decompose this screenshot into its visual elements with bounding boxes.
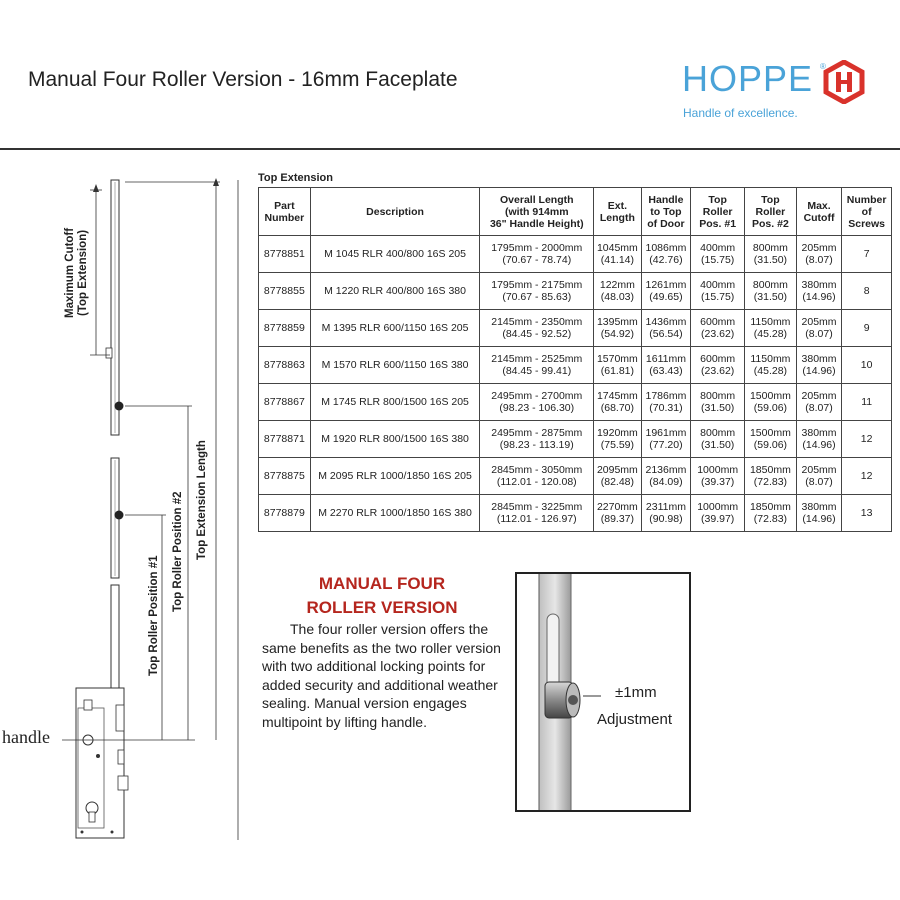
cell-description-text: M 2095 RLR 1000/1850 16S 205: [318, 470, 472, 482]
cell-ext-length: [594, 347, 641, 384]
cell-number-of-screws: [842, 495, 892, 532]
cell-ext-length-text: 1045mm: [596, 242, 638, 254]
cell-description-text: M 1045 RLR 400/800 16S 205: [324, 248, 466, 260]
cell-handle-to-top-text: 2311mm: [645, 501, 686, 513]
cell-max-cutoff-text: (8.07): [805, 476, 833, 488]
header-text: Description: [366, 205, 424, 218]
cell-part-number: [259, 421, 311, 458]
section-title: [262, 572, 502, 620]
max-cutoff-subtext: (Top Extension): [77, 229, 89, 316]
cell-ext-length-text: 2270mm: [596, 501, 638, 513]
cell-overall-length-text: (84.45 - 92.52): [502, 328, 572, 340]
header-text: Overall Length: [500, 193, 574, 206]
table-row: [259, 347, 892, 384]
cell-part-number-text: 8778867: [263, 396, 305, 408]
cell-max-cutoff: [796, 495, 842, 532]
cell-handle-to-top-text: 2136mm: [645, 464, 687, 476]
cell-handle-to-top: [641, 384, 691, 421]
cell-top-roller-1-text: (39.97): [701, 513, 735, 525]
table-row: [259, 421, 892, 458]
cell-top-roller-2: [745, 384, 797, 421]
section-title-line-2: ROLLER VERSION: [306, 598, 458, 617]
cell-description: [310, 273, 480, 310]
header-text: Number: [846, 193, 887, 206]
top-extension-length-label: Top Extension Length: [196, 440, 208, 560]
cell-top-roller-1-text: 800mm: [700, 427, 736, 439]
roller-adjustment-photo: [515, 572, 691, 812]
top-roller-position-2-label: Top Roller Position #2: [172, 491, 184, 612]
header-text: Length: [599, 211, 635, 224]
cell-overall-length-text: 2845mm - 3225mm: [491, 501, 583, 513]
cell-max-cutoff-text: 205mm: [801, 242, 837, 254]
cell-handle-to-top-text: 1961mm: [645, 427, 687, 439]
header-divider: [0, 148, 900, 150]
cell-max-cutoff: [796, 310, 842, 347]
cell-ext-length-text: (54.92): [600, 328, 635, 340]
cell-top-roller-2-text: 800mm: [752, 242, 788, 254]
cell-number-of-screws: [842, 236, 892, 273]
cell-top-roller-2-text: 1500mm: [749, 390, 791, 402]
cell-handle-to-top-text: (56.54): [649, 328, 683, 340]
cell-top-roller-2-text: 1500mm: [749, 427, 791, 439]
cell-ext-length-text: 2095mm: [596, 464, 638, 476]
cell-handle-to-top-text: 1436mm: [645, 316, 687, 328]
cell-part-number-text: 8778851: [263, 248, 305, 260]
cell-top-roller-1: [691, 347, 745, 384]
header-text: Screws: [848, 217, 886, 230]
header-text: Cutoff: [803, 211, 835, 224]
cell-part-number-text: 8778855: [263, 285, 305, 297]
cell-overall-length-text: (84.45 - 99.41): [502, 365, 572, 377]
top-extension-table: [258, 187, 892, 532]
cell-part-number-text: 8778863: [263, 359, 305, 371]
cell-top-roller-1: [691, 495, 745, 532]
cell-ext-length-text: (61.81): [600, 365, 635, 377]
cell-top-roller-2: [745, 273, 797, 310]
cell-number-of-screws-text: 8: [863, 285, 870, 297]
cell-top-roller-1-text: 1000mm: [697, 501, 739, 513]
cell-part-number: [259, 384, 311, 421]
cell-top-roller-2: [745, 458, 797, 495]
cell-handle-to-top-text: (84.09): [649, 476, 683, 488]
cell-top-roller-2-text: 1850mm: [749, 464, 791, 476]
header-text: 36" Handle Height): [489, 217, 584, 230]
cell-max-cutoff-text: (8.07): [805, 402, 833, 414]
cell-description-text: M 2270 RLR 1000/1850 16S 380: [318, 507, 472, 519]
lock-diagram-drawing: [0, 160, 250, 860]
cell-handle-to-top-text: 1611mm: [645, 353, 686, 365]
header-text: Handle: [648, 193, 684, 206]
table-row: [259, 236, 892, 273]
cell-top-roller-2-text: (45.28): [753, 365, 788, 377]
cell-top-roller-2-text: 1150mm: [750, 353, 791, 365]
cell-description: [310, 421, 480, 458]
cell-number-of-screws-text: 12: [860, 470, 873, 482]
cell-max-cutoff-text: 380mm: [801, 279, 837, 291]
lock-diagram: [0, 160, 250, 860]
cell-handle-to-top-text: (42.76): [649, 254, 683, 266]
cell-top-roller-2-text: (72.83): [753, 513, 788, 525]
cell-overall-length-text: (98.23 - 113.19): [499, 439, 574, 451]
cell-ext-length-text: 1395mm: [596, 316, 638, 328]
cell-top-roller-1-text: (15.75): [701, 291, 735, 303]
cell-max-cutoff-text: (14.96): [802, 513, 836, 525]
cell-ext-length: [594, 384, 641, 421]
cell-overall-length-text: 2495mm - 2875mm: [491, 427, 583, 439]
cell-description: [310, 384, 480, 421]
cell-top-roller-1-text: 400mm: [700, 242, 736, 254]
cell-handle-to-top-text: (90.98): [649, 513, 683, 525]
cell-number-of-screws: [842, 273, 892, 310]
cell-overall-length: [480, 421, 594, 458]
cell-description-text: M 1745 RLR 800/1500 16S 205: [321, 396, 469, 408]
cell-ext-length: [594, 495, 641, 532]
top-extension-table-section: [258, 172, 892, 532]
cell-overall-length: [480, 495, 594, 532]
table-header-row: [259, 188, 892, 236]
cell-description-text: M 1570 RLR 600/1150 16S 380: [321, 359, 469, 371]
table-caption: Top Extension: [258, 172, 333, 184]
cell-handle-to-top-text: 1261mm: [645, 279, 687, 291]
cell-overall-length-text: 2145mm - 2350mm: [491, 316, 583, 328]
cell-top-roller-2: [745, 495, 797, 532]
table-row: [259, 495, 892, 532]
logo-tagline: Handle of excellence.: [683, 106, 798, 120]
cell-max-cutoff-text: (8.07): [805, 254, 833, 266]
cell-description-text: M 1220 RLR 400/800 16S 380: [324, 285, 466, 297]
cell-top-roller-2-text: (31.50): [753, 254, 788, 266]
cell-overall-length-text: 1795mm - 2175mm: [491, 279, 583, 291]
cell-handle-to-top-text: 1786mm: [645, 390, 687, 402]
cell-top-roller-1: [691, 236, 745, 273]
cell-ext-length-text: 1920mm: [596, 427, 638, 439]
cell-top-roller-2-text: 800mm: [752, 279, 788, 291]
cell-top-roller-2: [745, 421, 797, 458]
cell-ext-length-text: (41.14): [600, 254, 635, 266]
cell-number-of-screws: [842, 384, 892, 421]
cell-top-roller-1-text: (31.50): [701, 402, 735, 414]
section-body: The four roller version offers the same benefits as the two roller version with two additional locking points for added security and additional weather sealing. Manual version engages multipoint by lifting handle.: [262, 621, 501, 730]
cell-max-cutoff: [796, 384, 842, 421]
cell-part-number: [259, 495, 311, 532]
cell-top-roller-2-text: 1850mm: [749, 501, 791, 513]
cell-handle-to-top-text: (70.31): [649, 402, 683, 414]
cell-overall-length: [480, 310, 594, 347]
cell-handle-to-top-text: (49.65): [649, 291, 683, 303]
top-roller-position-1-label: Top Roller Position #1: [148, 555, 160, 676]
cell-handle-to-top: [641, 310, 691, 347]
cell-overall-length: [480, 384, 594, 421]
cell-max-cutoff: [796, 347, 842, 384]
header-handle-to-top: [641, 188, 691, 236]
cell-max-cutoff-text: (14.96): [802, 439, 836, 451]
cell-ext-length: [594, 458, 641, 495]
header-top-roller-1: [691, 188, 745, 236]
cell-top-roller-1-text: 800mm: [700, 390, 736, 402]
header-number-of-screws: [842, 188, 892, 236]
cell-top-roller-1-text: (31.50): [701, 439, 735, 451]
handle-label: handle: [2, 727, 50, 747]
cell-top-roller-1-text: 1000mm: [697, 464, 739, 476]
cell-number-of-screws-text: 11: [861, 396, 873, 408]
cell-ext-length-text: (68.70): [600, 402, 635, 414]
cell-number-of-screws: [842, 310, 892, 347]
cell-ext-length: [594, 310, 641, 347]
cell-ext-length: [594, 421, 641, 458]
cell-handle-to-top-text: (77.20): [649, 439, 683, 451]
cell-part-number: [259, 236, 311, 273]
header-text: of: [861, 205, 872, 218]
header-text: Ext.: [607, 199, 628, 212]
cell-overall-length: [480, 236, 594, 273]
cell-top-roller-2-text: 1150mm: [750, 316, 791, 328]
cell-handle-to-top: [641, 273, 691, 310]
cell-ext-length: [594, 273, 641, 310]
cell-max-cutoff-text: (14.96): [802, 365, 836, 377]
cell-max-cutoff: [796, 421, 842, 458]
cell-max-cutoff-text: (8.07): [805, 328, 833, 340]
cell-description: [310, 495, 480, 532]
cell-top-roller-2-text: (31.50): [753, 291, 788, 303]
cell-ext-length-text: 122mm: [599, 279, 635, 291]
max-cutoff-text: Maximum Cutoff: [64, 227, 76, 318]
cell-overall-length-text: 2145mm - 2525mm: [491, 353, 583, 365]
cell-part-number-text: 8778879: [263, 507, 305, 519]
cell-ext-length: [594, 236, 641, 273]
cell-handle-to-top-text: 1086mm: [645, 242, 687, 254]
cell-number-of-screws-text: 9: [863, 322, 870, 334]
cell-overall-length: [480, 347, 594, 384]
cell-top-roller-2-text: (45.28): [753, 328, 788, 340]
cell-top-roller-1-text: (23.62): [701, 328, 735, 340]
cell-overall-length-text: (98.23 - 106.30): [499, 402, 575, 414]
cell-top-roller-1-text: 600mm: [700, 316, 736, 328]
cell-max-cutoff-text: 380mm: [801, 501, 837, 513]
roller-illustration: [517, 574, 691, 812]
adjustment-label: Adjustment: [597, 711, 673, 728]
cell-top-roller-2-text: (59.06): [753, 439, 788, 451]
cell-number-of-screws: [842, 458, 892, 495]
cell-ext-length-text: 1570mm: [596, 353, 638, 365]
table-row: [259, 310, 892, 347]
hoppe-logo: [682, 58, 882, 122]
cell-top-roller-2-text: (59.06): [753, 402, 788, 414]
header-max-cutoff: [796, 188, 842, 236]
cell-ext-length-text: 1745mm: [596, 390, 638, 402]
header-text: Roller: [702, 205, 733, 218]
header-ext-length: [594, 188, 641, 236]
header-description: [310, 188, 480, 236]
cell-ext-length-text: (82.48): [600, 476, 635, 488]
cell-top-roller-2: [745, 236, 797, 273]
cell-top-roller-2: [745, 347, 797, 384]
cell-number-of-screws-text: 10: [860, 359, 873, 371]
header-overall-length: [480, 188, 594, 236]
cell-overall-length: [480, 273, 594, 310]
cell-top-roller-1-text: (23.62): [701, 365, 735, 377]
section-title-line-1: MANUAL FOUR: [318, 574, 446, 593]
cell-description: [310, 347, 480, 384]
cell-max-cutoff-text: 205mm: [801, 390, 837, 402]
cell-part-number-text: 8778859: [263, 322, 305, 334]
header-text: Top: [761, 193, 780, 206]
cell-max-cutoff: [796, 236, 842, 273]
tolerance-label: ±1mm: [615, 684, 657, 701]
cell-top-roller-1-text: 400mm: [700, 279, 736, 291]
cell-overall-length-text: (112.01 - 120.08): [496, 476, 577, 488]
cell-handle-to-top: [641, 236, 691, 273]
logo-wordmark: HOPPE: [682, 58, 814, 99]
cell-ext-length-text: (89.37): [600, 513, 635, 525]
cell-handle-to-top-text: (63.43): [649, 365, 683, 377]
header-text: Top: [708, 193, 727, 206]
cell-description-text: M 1395 RLR 600/1150 16S 205: [321, 322, 469, 334]
header-text: Roller: [755, 205, 786, 218]
cell-part-number: [259, 458, 311, 495]
table-row: [259, 384, 892, 421]
cell-description: [310, 310, 480, 347]
cell-description: [310, 458, 480, 495]
header-part-number: [259, 188, 311, 236]
cell-ext-length-text: (48.03): [600, 291, 635, 303]
cell-handle-to-top: [641, 495, 691, 532]
cell-top-roller-1: [691, 458, 745, 495]
table-body: [259, 236, 892, 532]
cell-top-roller-1: [691, 273, 745, 310]
cell-overall-length-text: 1795mm - 2000mm: [491, 242, 583, 254]
cell-overall-length-text: (70.67 - 78.74): [502, 254, 572, 266]
max-cutoff-label: [64, 228, 90, 318]
cell-handle-to-top: [641, 421, 691, 458]
cell-overall-length-text: 2845mm - 3050mm: [491, 464, 583, 476]
logo-registered-mark: ®: [820, 62, 826, 71]
header-text: Pos. #1: [699, 217, 737, 230]
cell-max-cutoff-text: (14.96): [802, 291, 836, 303]
table-row: [259, 458, 892, 495]
cell-top-roller-1-text: (39.37): [701, 476, 735, 488]
cell-part-number-text: 8778871: [263, 433, 305, 445]
cell-top-roller-1: [691, 384, 745, 421]
cell-number-of-screws-text: 7: [863, 248, 870, 260]
header-text: Pos. #2: [752, 217, 789, 230]
cell-description: [310, 236, 480, 273]
cell-top-roller-1: [691, 310, 745, 347]
cell-number-of-screws: [842, 421, 892, 458]
header-text: of Door: [647, 217, 685, 230]
hoppe-h-mark-icon: [822, 60, 866, 104]
cell-number-of-screws-text: 13: [860, 507, 873, 519]
page-title: Manual Four Roller Version - 16mm Faceplate: [28, 68, 458, 91]
header-text: Part: [274, 199, 295, 212]
header-text: Max.: [807, 199, 831, 212]
cell-max-cutoff-text: 380mm: [801, 427, 837, 439]
cell-max-cutoff: [796, 273, 842, 310]
header-text: Number: [264, 211, 305, 224]
cell-max-cutoff-text: 205mm: [801, 316, 837, 328]
cell-ext-length-text: (75.59): [600, 439, 635, 451]
cell-top-roller-2-text: (72.83): [753, 476, 788, 488]
cell-number-of-screws-text: 12: [860, 433, 873, 445]
cell-max-cutoff: [796, 458, 842, 495]
cell-part-number: [259, 310, 311, 347]
cell-top-roller-1-text: (15.75): [701, 254, 735, 266]
cell-overall-length-text: (112.01 - 126.97): [496, 513, 577, 525]
header-text: (with 914mm: [504, 205, 569, 218]
cell-number-of-screws: [842, 347, 892, 384]
cell-top-roller-1-text: 600mm: [700, 353, 736, 365]
cell-part-number: [259, 273, 311, 310]
header-text: to Top: [650, 205, 682, 218]
cell-top-roller-2: [745, 310, 797, 347]
table-row: [259, 273, 892, 310]
cell-part-number-text: 8778875: [263, 470, 305, 482]
cell-part-number: [259, 347, 311, 384]
cell-max-cutoff-text: 380mm: [801, 353, 837, 365]
cell-handle-to-top: [641, 458, 691, 495]
cell-overall-length-text: (70.67 - 85.63): [502, 291, 572, 303]
cell-max-cutoff-text: 205mm: [801, 464, 837, 476]
cell-top-roller-1: [691, 421, 745, 458]
cell-description-text: M 1920 RLR 800/1500 16S 380: [321, 433, 469, 445]
cell-overall-length: [480, 458, 594, 495]
cell-handle-to-top: [641, 347, 691, 384]
cell-overall-length-text: 2495mm - 2700mm: [491, 390, 583, 402]
header-top-roller-2: [745, 188, 797, 236]
